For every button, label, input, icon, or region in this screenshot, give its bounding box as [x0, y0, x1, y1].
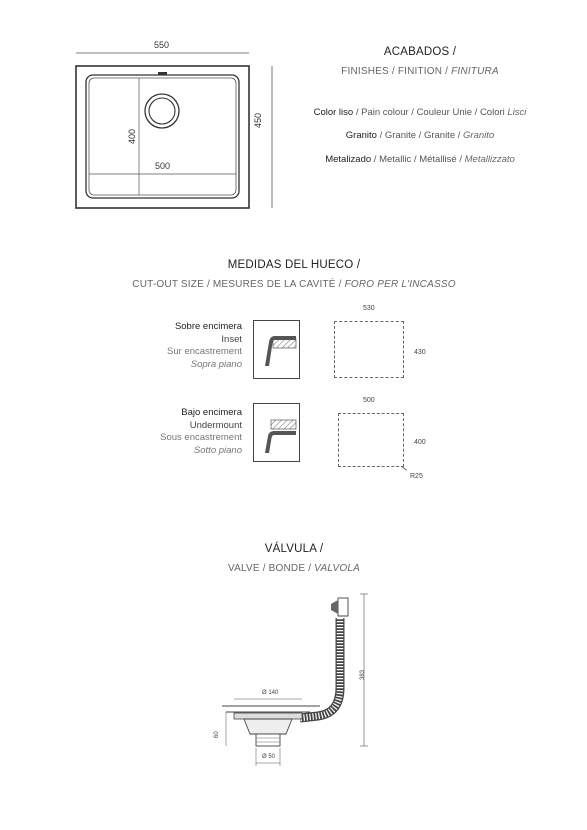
undermount-profile-icon [253, 403, 301, 468]
inset-profile-icon [253, 320, 301, 385]
valve-top-diameter-label: Ø 140 [262, 690, 279, 696]
height-dimension-label: 450 [253, 112, 263, 128]
inset-label: Sobre encimera Inset Sur encastrement Sopra piano [167, 321, 242, 370]
width-dimension-label: 550 [154, 40, 170, 50]
undermount-height-label: 400 [414, 439, 426, 446]
sink-outline-svg [60, 36, 280, 216]
undermount-cutout-rect [338, 413, 404, 467]
finish-item-metallic: Metalizado / Metallic / Métallisé / Metallizzato [325, 154, 515, 165]
valve-total-height-label: 383 [360, 669, 366, 680]
cutout-title: MEDIDAS DEL HUECO / [227, 259, 361, 271]
valve-height-label: 60 [214, 731, 220, 738]
radius-leader-line [402, 466, 407, 471]
valve-bottom-diameter-label: Ø 50 [262, 754, 276, 760]
cutout-subtitle: CUT-OUT SIZE / MESURES DE LA CAVITÉ / FORO PER L'INCASSO [132, 279, 456, 290]
sink-drawing [60, 36, 280, 216]
inset-height-label: 430 [414, 349, 426, 356]
valve-drawing [210, 588, 380, 783]
undermount-width-label: 500 [363, 397, 375, 404]
finish-item-plain-colour: Color liso / Pain colour / Couleur Unie / Colori Lisci [313, 107, 527, 118]
inner-height-label: 400 [127, 128, 137, 144]
undermount-radius-label: R25 [410, 473, 423, 480]
valve-subtitle: VALVE / BONDE / VALVOLA [227, 563, 361, 574]
finish-item-granite: Granito / Granite / Granite / Granito [345, 130, 495, 141]
valve-title: VÁLVULA / [264, 543, 324, 555]
inner-width-label: 500 [155, 161, 171, 171]
inset-cutout-rect [334, 321, 404, 378]
finishes-subtitle: FINISHES / FINITION / FINITURA [341, 66, 499, 77]
finishes-title: ACABADOS / [383, 46, 457, 58]
inset-width-label: 530 [363, 305, 375, 312]
undermount-label: Bajo encimera Undermount Sous encastrement Sotto piano [160, 407, 242, 456]
